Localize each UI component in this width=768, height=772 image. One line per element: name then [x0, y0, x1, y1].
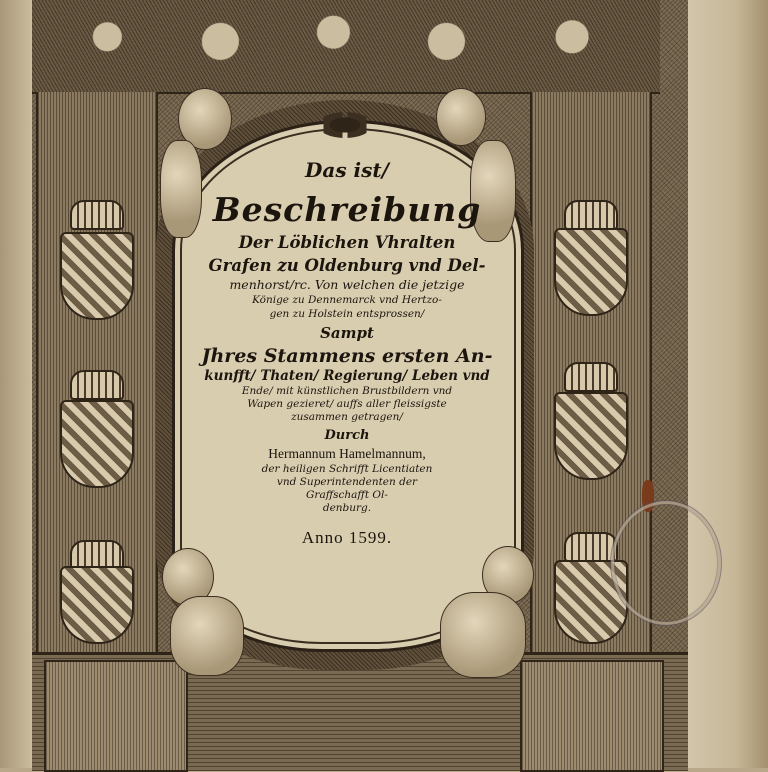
page-gutter [0, 0, 30, 768]
title-line: vnd Superintendenten der [276, 476, 418, 488]
title-line: der heiligen Schrifft Licentiaten [261, 463, 433, 475]
title-line: Wapen gezieret/ auffs aller fleissigste [247, 398, 447, 410]
title-line: Jhres Stammens ersten An- [201, 345, 493, 367]
cherub-body-icon [440, 592, 526, 678]
publication-year: Anno 1599. [301, 528, 393, 547]
title-line: Durch [324, 428, 370, 443]
title-line: menhorst/rc. Von welchen die jetzige [229, 277, 465, 292]
title-line: Ende/ mit künstlichen Brustbildern vnd [241, 385, 453, 397]
crown-icon [564, 362, 618, 392]
coat-of-arms-icon [554, 228, 628, 316]
main-title: Beschreibung [212, 190, 482, 229]
title-line: kunfft/ Thaten/ Regierung/ Leben vnd [204, 368, 490, 384]
cherub-body-icon [170, 596, 244, 676]
crown-icon [70, 200, 124, 230]
crown-icon [70, 370, 124, 400]
coat-of-arms-icon [554, 392, 628, 480]
title-line: Graffschafft Ol- [306, 489, 388, 501]
coat-of-arms-icon [60, 566, 134, 644]
left-pedestal [44, 660, 188, 772]
right-pedestal [520, 660, 664, 772]
title-line: zusammen getragen/ [291, 411, 403, 423]
page-margin [688, 0, 768, 768]
title-line: denburg. [322, 502, 372, 514]
left-column-with-arms [36, 92, 158, 652]
coat-of-arms-icon [60, 232, 134, 320]
library-stamp [610, 500, 722, 626]
title-line: Grafen zu Oldenburg vnd Del- [208, 256, 486, 275]
heraldic-frieze [32, 0, 660, 94]
title-line: Sampt [320, 324, 374, 342]
title-line: Könige zu Dennemarck vnd Hertzo- [252, 294, 442, 306]
title-line: Der Löblichen Vhralten [238, 233, 456, 252]
cherub-icon [436, 88, 486, 146]
coat-of-arms-icon [60, 400, 134, 488]
title-line: Das ist/ [305, 158, 389, 182]
title-line: gen zu Holstein entsprossen/ [269, 308, 425, 320]
title-text [182, 150, 512, 548]
eagle-icon [318, 112, 372, 138]
crown-icon [564, 200, 618, 230]
author-name: Hermannum Hamelmannum, [268, 446, 426, 461]
